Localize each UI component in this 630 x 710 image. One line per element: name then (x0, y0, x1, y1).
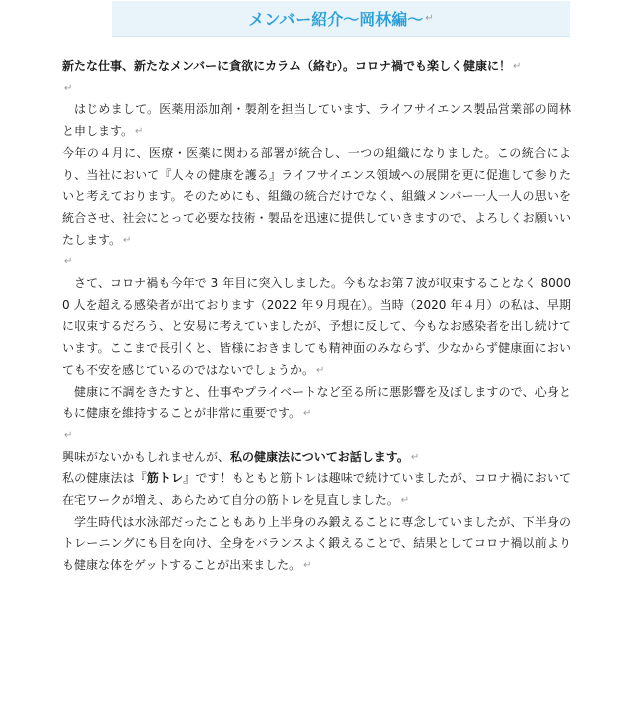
paragraph (62, 143, 571, 252)
paragraph-mark-icon: ↵ (316, 364, 325, 376)
empty-paragraph (62, 251, 571, 273)
text-run: 興味がないかもしれませんが、 (62, 449, 231, 464)
paragraph-text: 今年の４月に、医療・医薬に関わる部署が統合し、一つの組織になりました。この統合により、当社において『人々の健康を護る』ライフサイエンス領域への展開を更に促進して参りたいと考えております。そのためにも、組織の統合だけでなく、組織メンバー一人一人の思いを統合させ、社会にとって必要な技術・製品を迅速に提供していきますので、よろしくお願いいたします。 (62, 145, 571, 247)
title-banner (112, 1, 570, 37)
bold-text: 筋トレ (146, 471, 184, 486)
paragraph-mark-icon: ↵ (64, 256, 73, 268)
paragraph-mark-icon: ↵ (513, 61, 522, 72)
paragraph-mark-icon: ↵ (135, 126, 144, 138)
paragraph-mark-icon: ↵ (425, 13, 434, 24)
paragraph (62, 468, 571, 511)
page-title: メンバー紹介〜岡林編〜 (248, 10, 424, 29)
document-body (62, 56, 571, 577)
text-run: 』です！もともと筋トレは趣味で続けていましたが、コロナ禍において在宅ワークが増え、あらためて自分の筋トレを見直しました。 (62, 471, 571, 508)
paragraph-text: 学生時代は水泳部だったこともあり上半身のみ鍛えることに専念していましたが、下半身のトレーニングにも目を向け、全身をバランスよく鍛えることで、結果としてコロナ禍以前よりも健康な体をゲットすることが出来ました。 (62, 514, 571, 573)
paragraph (62, 512, 571, 577)
paragraph-mark-icon: ↵ (64, 82, 73, 94)
paragraph-text: 健康に不調をきたすと、仕事やプライベートなど至る所に悪影響を及ぼしますので、心身ともに健康を維持することが非常に重要です。 (62, 384, 571, 421)
paragraph (62, 273, 571, 382)
paragraph (62, 99, 571, 142)
empty-paragraph (62, 425, 571, 447)
paragraph-text: 新たな仕事、新たなメンバーに貪欲にカラム（絡む）。コロナ禍でも楽しく健康に！ (62, 59, 512, 73)
paragraph-mark-icon: ↵ (123, 234, 132, 246)
paragraph-text: はじめまして。医薬用添加剤・製剤を担当しています、ライフサイエンス製品営業部の岡林と申します。 (62, 102, 571, 139)
paragraph-mark-icon: ↵ (303, 560, 312, 572)
paragraph-text: さて、コロナ禍も今年で 3 年目に突入しました。今もなお第７波が収束することなく 80000 人を超える感染者が出ております（2022 年９月現在）。当時（2020 年４月）の私は、早期に収束するだろう、と安易に考えていましたが、予想に反して、今もなお感染者を出し続けています。ここまで長引くと、皆様におきましても精神面のみならず、少なからず健康面においても不安を感じているのではないでしょうか。 (62, 276, 571, 377)
paragraph-mark-icon: ↵ (303, 408, 312, 420)
bold-text: 私の健康法についてお話します。 (230, 449, 409, 464)
paragraph-mark-icon: ↵ (410, 451, 420, 463)
paragraph (62, 447, 571, 469)
paragraph (62, 382, 571, 425)
paragraph-mark-icon: ↵ (400, 495, 410, 507)
text-run: 私の健康法は『 (62, 471, 147, 486)
paragraph-mark-icon: ↵ (64, 429, 73, 441)
empty-paragraph (62, 78, 571, 100)
paragraph (62, 56, 571, 78)
